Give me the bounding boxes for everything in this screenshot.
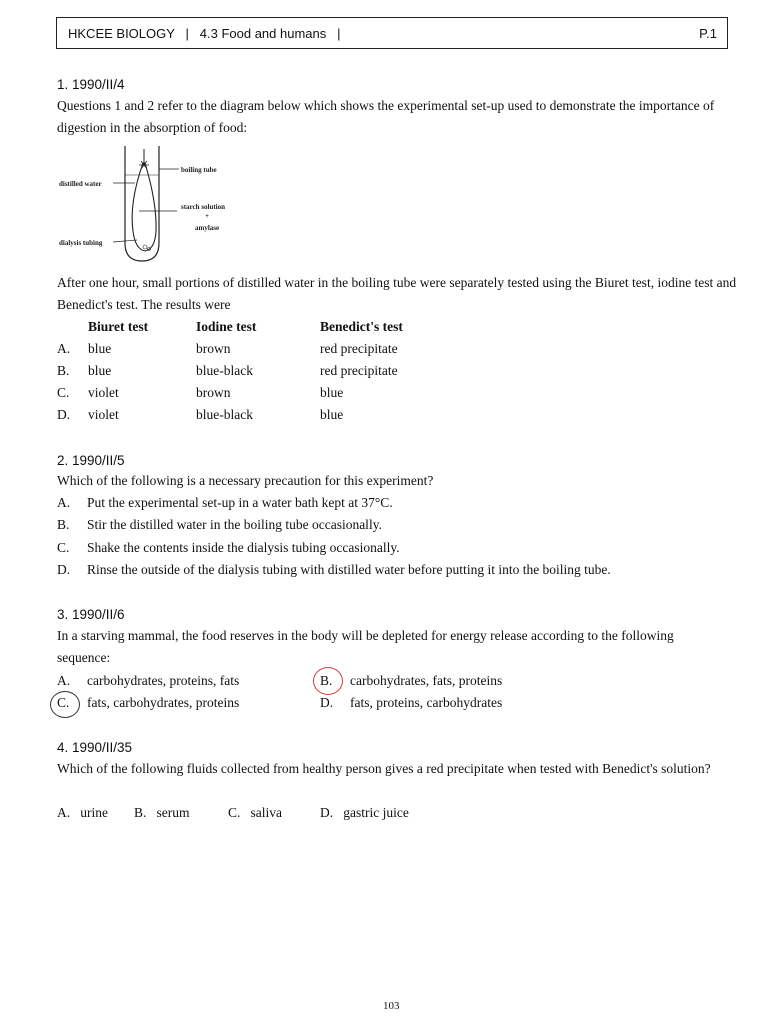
option-letter: D. xyxy=(320,695,334,710)
label-boiling-tube: boiling tube xyxy=(181,166,217,174)
option-letter: C. xyxy=(57,540,70,555)
q3-question: In a starving mammal, the food reserves in the body will be depleted for energy release according to the following sequence: xyxy=(57,628,674,665)
option-letter: C. xyxy=(57,385,70,400)
header-title: HKCEE BIOLOGY xyxy=(68,26,175,41)
option-letter: D. xyxy=(57,407,71,422)
q2-option-b[interactable] xyxy=(57,514,382,536)
table-cell: blue xyxy=(320,385,344,400)
option-letter: B. xyxy=(134,805,147,820)
header-left xyxy=(68,26,340,41)
experiment-diagram xyxy=(57,143,257,275)
q3-option-a[interactable] xyxy=(57,670,239,692)
option-letter: A. xyxy=(57,341,71,356)
header-separator-2: | xyxy=(337,26,341,41)
option-letter: B. xyxy=(320,673,333,688)
q4-heading: 4. 1990/II/35 xyxy=(57,740,133,755)
option-text: saliva xyxy=(250,805,283,820)
header-topic: 4.3 Food and humans xyxy=(199,26,327,41)
q2-option-a[interactable] xyxy=(57,492,393,514)
option-text: Rinse the outside of the dialysis tubing with distilled water before putting it into the boiling tube. xyxy=(87,562,611,577)
page-number: 103 xyxy=(383,1000,400,1012)
option-letter: B. xyxy=(57,363,70,378)
table-cell: blue-black xyxy=(196,407,253,422)
q4-option-c[interactable] xyxy=(228,802,282,824)
q4-option-a[interactable] xyxy=(57,802,108,824)
label-plus: + xyxy=(205,212,209,220)
label-distilled-water: distilled water xyxy=(59,180,102,188)
q2-heading: 2. 1990/II/5 xyxy=(57,453,125,468)
q2-question: Which of the following is a necessary precaution for this experiment? xyxy=(57,473,434,488)
q3-heading: 3. 1990/II/6 xyxy=(57,607,125,622)
q3-option-d[interactable] xyxy=(320,692,502,714)
header-separator: | xyxy=(185,26,189,41)
option-letter: C. xyxy=(228,805,241,820)
q1-col-header-1: Biuret test xyxy=(88,319,149,334)
table-cell: blue xyxy=(88,363,112,378)
q1-question: After one hour, small portions of distilled water in the boiling tube were separately tested using the Biuret test, iodine test and Benedict's test. The results were xyxy=(57,275,737,312)
page-header xyxy=(56,17,728,49)
q1-intro: Questions 1 and 2 refer to the diagram below which shows the experimental set-up used to demonstrate the importance of digestion in the absorption of food: xyxy=(57,98,715,135)
option-text: urine xyxy=(80,805,108,820)
answer-circle-mark xyxy=(50,691,80,718)
option-letter: B. xyxy=(57,517,70,532)
option-letter: C. xyxy=(57,695,70,710)
table-cell: red precipitate xyxy=(320,363,398,378)
table-cell: blue-black xyxy=(196,363,253,378)
q3-option-b[interactable] xyxy=(320,670,502,692)
q2-option-c[interactable] xyxy=(57,537,400,559)
header-page-label: P.1 xyxy=(699,26,717,41)
option-text: Put the experimental set-up in a water bath kept at 37°C. xyxy=(87,495,393,510)
option-text: serum xyxy=(156,805,190,820)
q4-question: Which of the following fluids collected from healthy person gives a red precipitate when tested with Benedict's solution? xyxy=(57,761,711,776)
option-text: Shake the contents inside the dialysis tubing occasionally. xyxy=(87,540,400,555)
table-cell: violet xyxy=(88,385,119,400)
option-text: fats, proteins, carbohydrates xyxy=(350,695,503,710)
q1-heading: 1. 1990/II/4 xyxy=(57,77,125,92)
red-answer-circle-mark xyxy=(313,667,343,695)
option-letter: A. xyxy=(57,805,71,820)
table-cell: brown xyxy=(196,341,231,356)
option-text: fats, carbohydrates, proteins xyxy=(87,695,240,710)
q1-col-header-3: Benedict's test xyxy=(320,319,403,334)
dialysis-tubing-bag xyxy=(132,163,156,251)
table-cell: blue xyxy=(88,341,112,356)
label-amylase: amylase xyxy=(195,224,220,232)
option-letter: D. xyxy=(57,562,71,577)
table-cell: brown xyxy=(196,385,231,400)
q3-option-c[interactable] xyxy=(57,692,239,714)
table-cell: red precipitate xyxy=(320,341,398,356)
option-text: carbohydrates, proteins, fats xyxy=(87,673,240,688)
option-letter: A. xyxy=(57,673,71,688)
label-dialysis-tubing: dialysis tubing xyxy=(59,239,103,247)
table-cell: violet xyxy=(88,407,119,422)
q4-option-b[interactable] xyxy=(134,802,190,824)
option-text: Stir the distilled water in the boiling tube occasionally. xyxy=(87,517,382,532)
option-text: gastric juice xyxy=(343,805,409,820)
option-letter: A. xyxy=(57,495,71,510)
q2-option-d[interactable] xyxy=(57,559,611,581)
q1-col-header-2: Iodine test xyxy=(196,319,257,334)
q4-option-d[interactable] xyxy=(320,802,409,824)
option-text: carbohydrates, fats, proteins xyxy=(350,673,503,688)
option-letter: D. xyxy=(320,805,334,820)
label-starch-solution: starch solution xyxy=(181,203,226,211)
table-cell: blue xyxy=(320,407,344,422)
